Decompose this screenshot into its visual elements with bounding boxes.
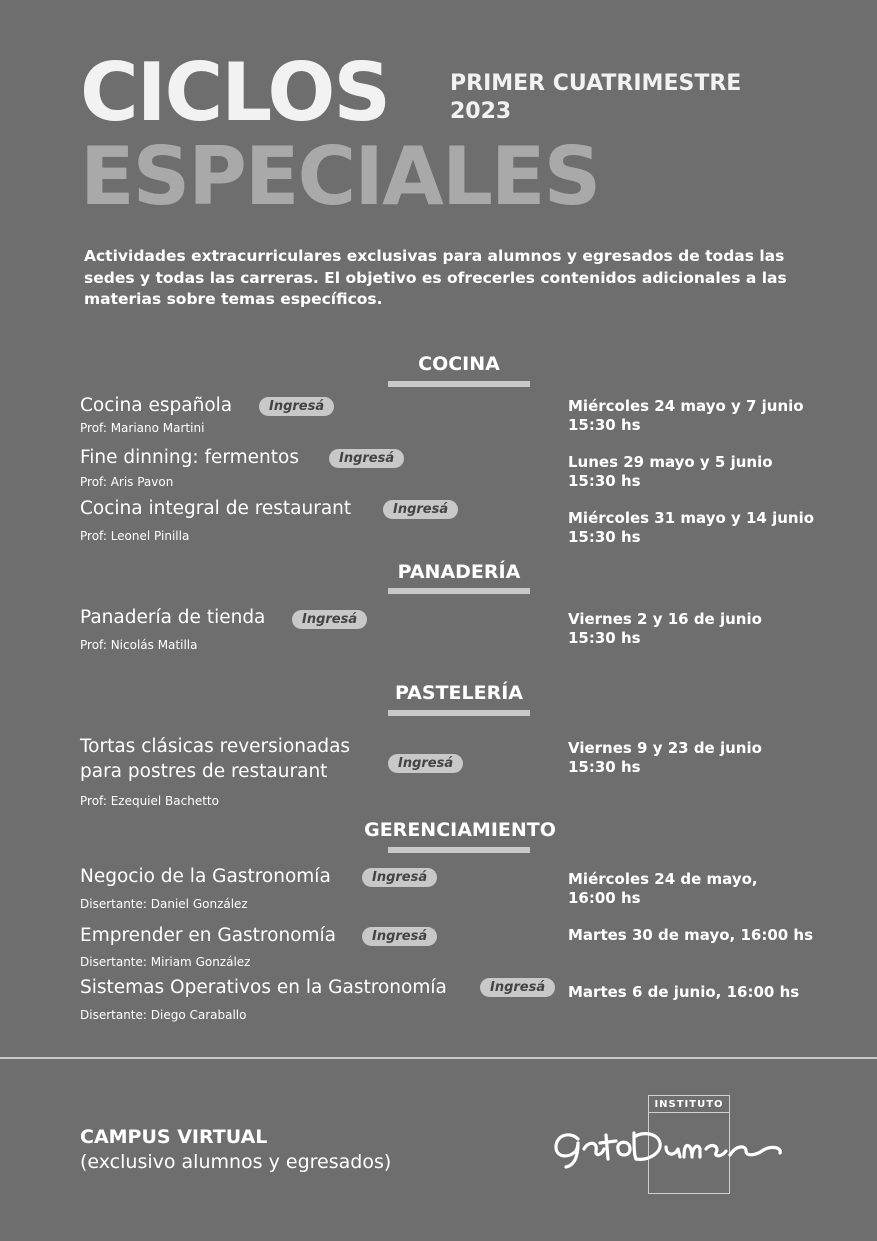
campus-virtual-label	[80, 1125, 391, 1175]
course-date-line-1: Miércoles 24 mayo y 7 junio	[568, 397, 804, 415]
course-instructor: Prof: Leonel Pinilla	[80, 529, 190, 543]
section-title-cocina: COCINA	[418, 353, 500, 375]
course-title-line-2: para postres de restaurant	[80, 761, 328, 782]
course-title: Negocio de la Gastronomía	[80, 866, 331, 887]
course-date	[568, 610, 828, 648]
course-title: Fine dinning: fermentos	[80, 447, 299, 468]
course-date-line-1: Miércoles 31 mayo y 14 junio	[568, 509, 815, 527]
course-title: Cocina española	[80, 395, 233, 416]
course-date-line-1: Martes 30 de mayo, 16:00 hs	[568, 926, 814, 944]
title-line-1: CICLOS	[80, 46, 389, 139]
ingresa-button[interactable]: Ingresá	[383, 500, 458, 519]
gato-dumas-logo	[550, 1095, 830, 1195]
course-title: Emprender en Gastronomía	[80, 925, 336, 946]
course-title: Panadería de tienda	[80, 607, 266, 628]
ingresa-button[interactable]: Ingresá	[388, 754, 463, 773]
logo-institute-label: INSTITUTO	[654, 1099, 724, 1110]
course-date-line-2: 15:30 hs	[568, 758, 641, 776]
ingresa-button[interactable]: Ingresá	[362, 868, 437, 887]
course-date	[568, 453, 828, 491]
course-date-line-1: Martes 6 de junio, 16:00 hs	[568, 983, 800, 1001]
title-line-2: ESPECIALES	[80, 130, 600, 223]
course-title: Sistemas Operativos en la Gastronomía	[80, 977, 447, 998]
logo-name	[550, 1095, 551, 1096]
course-date-line-1: Viernes 9 y 23 de junio	[568, 739, 762, 757]
course-date-line-2: 16:00 hs	[568, 889, 641, 907]
course-instructor: Prof: Aris Pavon	[80, 475, 174, 489]
course-date-line-2: 15:30 hs	[568, 528, 641, 546]
course-instructor: Disertante: Miriam González	[80, 955, 251, 969]
ingresa-button[interactable]: Ingresá	[329, 449, 404, 468]
course-date-line-2: 15:30 hs	[568, 472, 641, 490]
course-date-line-1: Miércoles 24 de mayo,	[568, 870, 758, 888]
term-label	[450, 70, 741, 126]
campus-title: CAMPUS VIRTUAL	[80, 1126, 268, 1148]
course-instructor: Prof: Mariano Martini	[80, 421, 205, 435]
course-date-line-1: Viernes 2 y 16 de junio	[568, 610, 762, 628]
section-title-pasteleria: PASTELERÍA	[395, 682, 523, 704]
course-date	[568, 926, 828, 945]
section-bar	[388, 847, 530, 853]
course-title: Cocina integral de restaurant	[80, 498, 352, 519]
section-bar	[388, 381, 530, 387]
section-title-gerenciamiento: GERENCIAMIENTO	[364, 819, 556, 841]
ingresa-button[interactable]: Ingresá	[292, 610, 367, 629]
section-title-panaderia: PANADERÍA	[397, 561, 521, 583]
logo-signature-icon	[550, 1125, 830, 1175]
course-date	[568, 397, 828, 435]
logo-divider	[648, 1112, 730, 1113]
term-line-1: PRIMER CUATRIMESTRE	[450, 71, 742, 96]
footer-divider	[0, 1057, 877, 1059]
course-date	[568, 509, 828, 547]
course-instructor: Prof: Ezequiel Bachetto	[80, 794, 219, 808]
campus-subtitle: (exclusivo alumnos y egresados)	[80, 1151, 392, 1173]
section-bar	[388, 710, 530, 716]
course-date-line-2: 15:30 hs	[568, 416, 641, 434]
course-title	[80, 734, 350, 784]
ingresa-button[interactable]: Ingresá	[480, 978, 555, 997]
ingresa-button[interactable]: Ingresá	[362, 927, 437, 946]
course-instructor: Prof: Nicolás Matilla	[80, 638, 198, 652]
course-date-line-2: 15:30 hs	[568, 629, 641, 647]
course-date	[568, 739, 828, 777]
course-instructor: Disertante: Diego Caraballo	[80, 1008, 247, 1022]
intro-text: Actividades extracurriculares exclusivas para alumnos y egresados de todas las sedes y todas las carreras. El objetivo es ofrecerles contenidos adicionales a las materias sobre temas específicos.	[84, 247, 787, 308]
term-year: 2023	[450, 99, 512, 124]
course-date	[568, 870, 828, 908]
course-date	[568, 983, 828, 1002]
course-date-line-1: Lunes 29 mayo y 5 junio	[568, 453, 773, 471]
section-bar	[388, 588, 530, 594]
ingresa-button[interactable]: Ingresá	[259, 397, 334, 416]
course-instructor: Disertante: Daniel González	[80, 897, 248, 911]
course-title-line-1: Tortas clásicas reversionadas	[80, 736, 351, 757]
